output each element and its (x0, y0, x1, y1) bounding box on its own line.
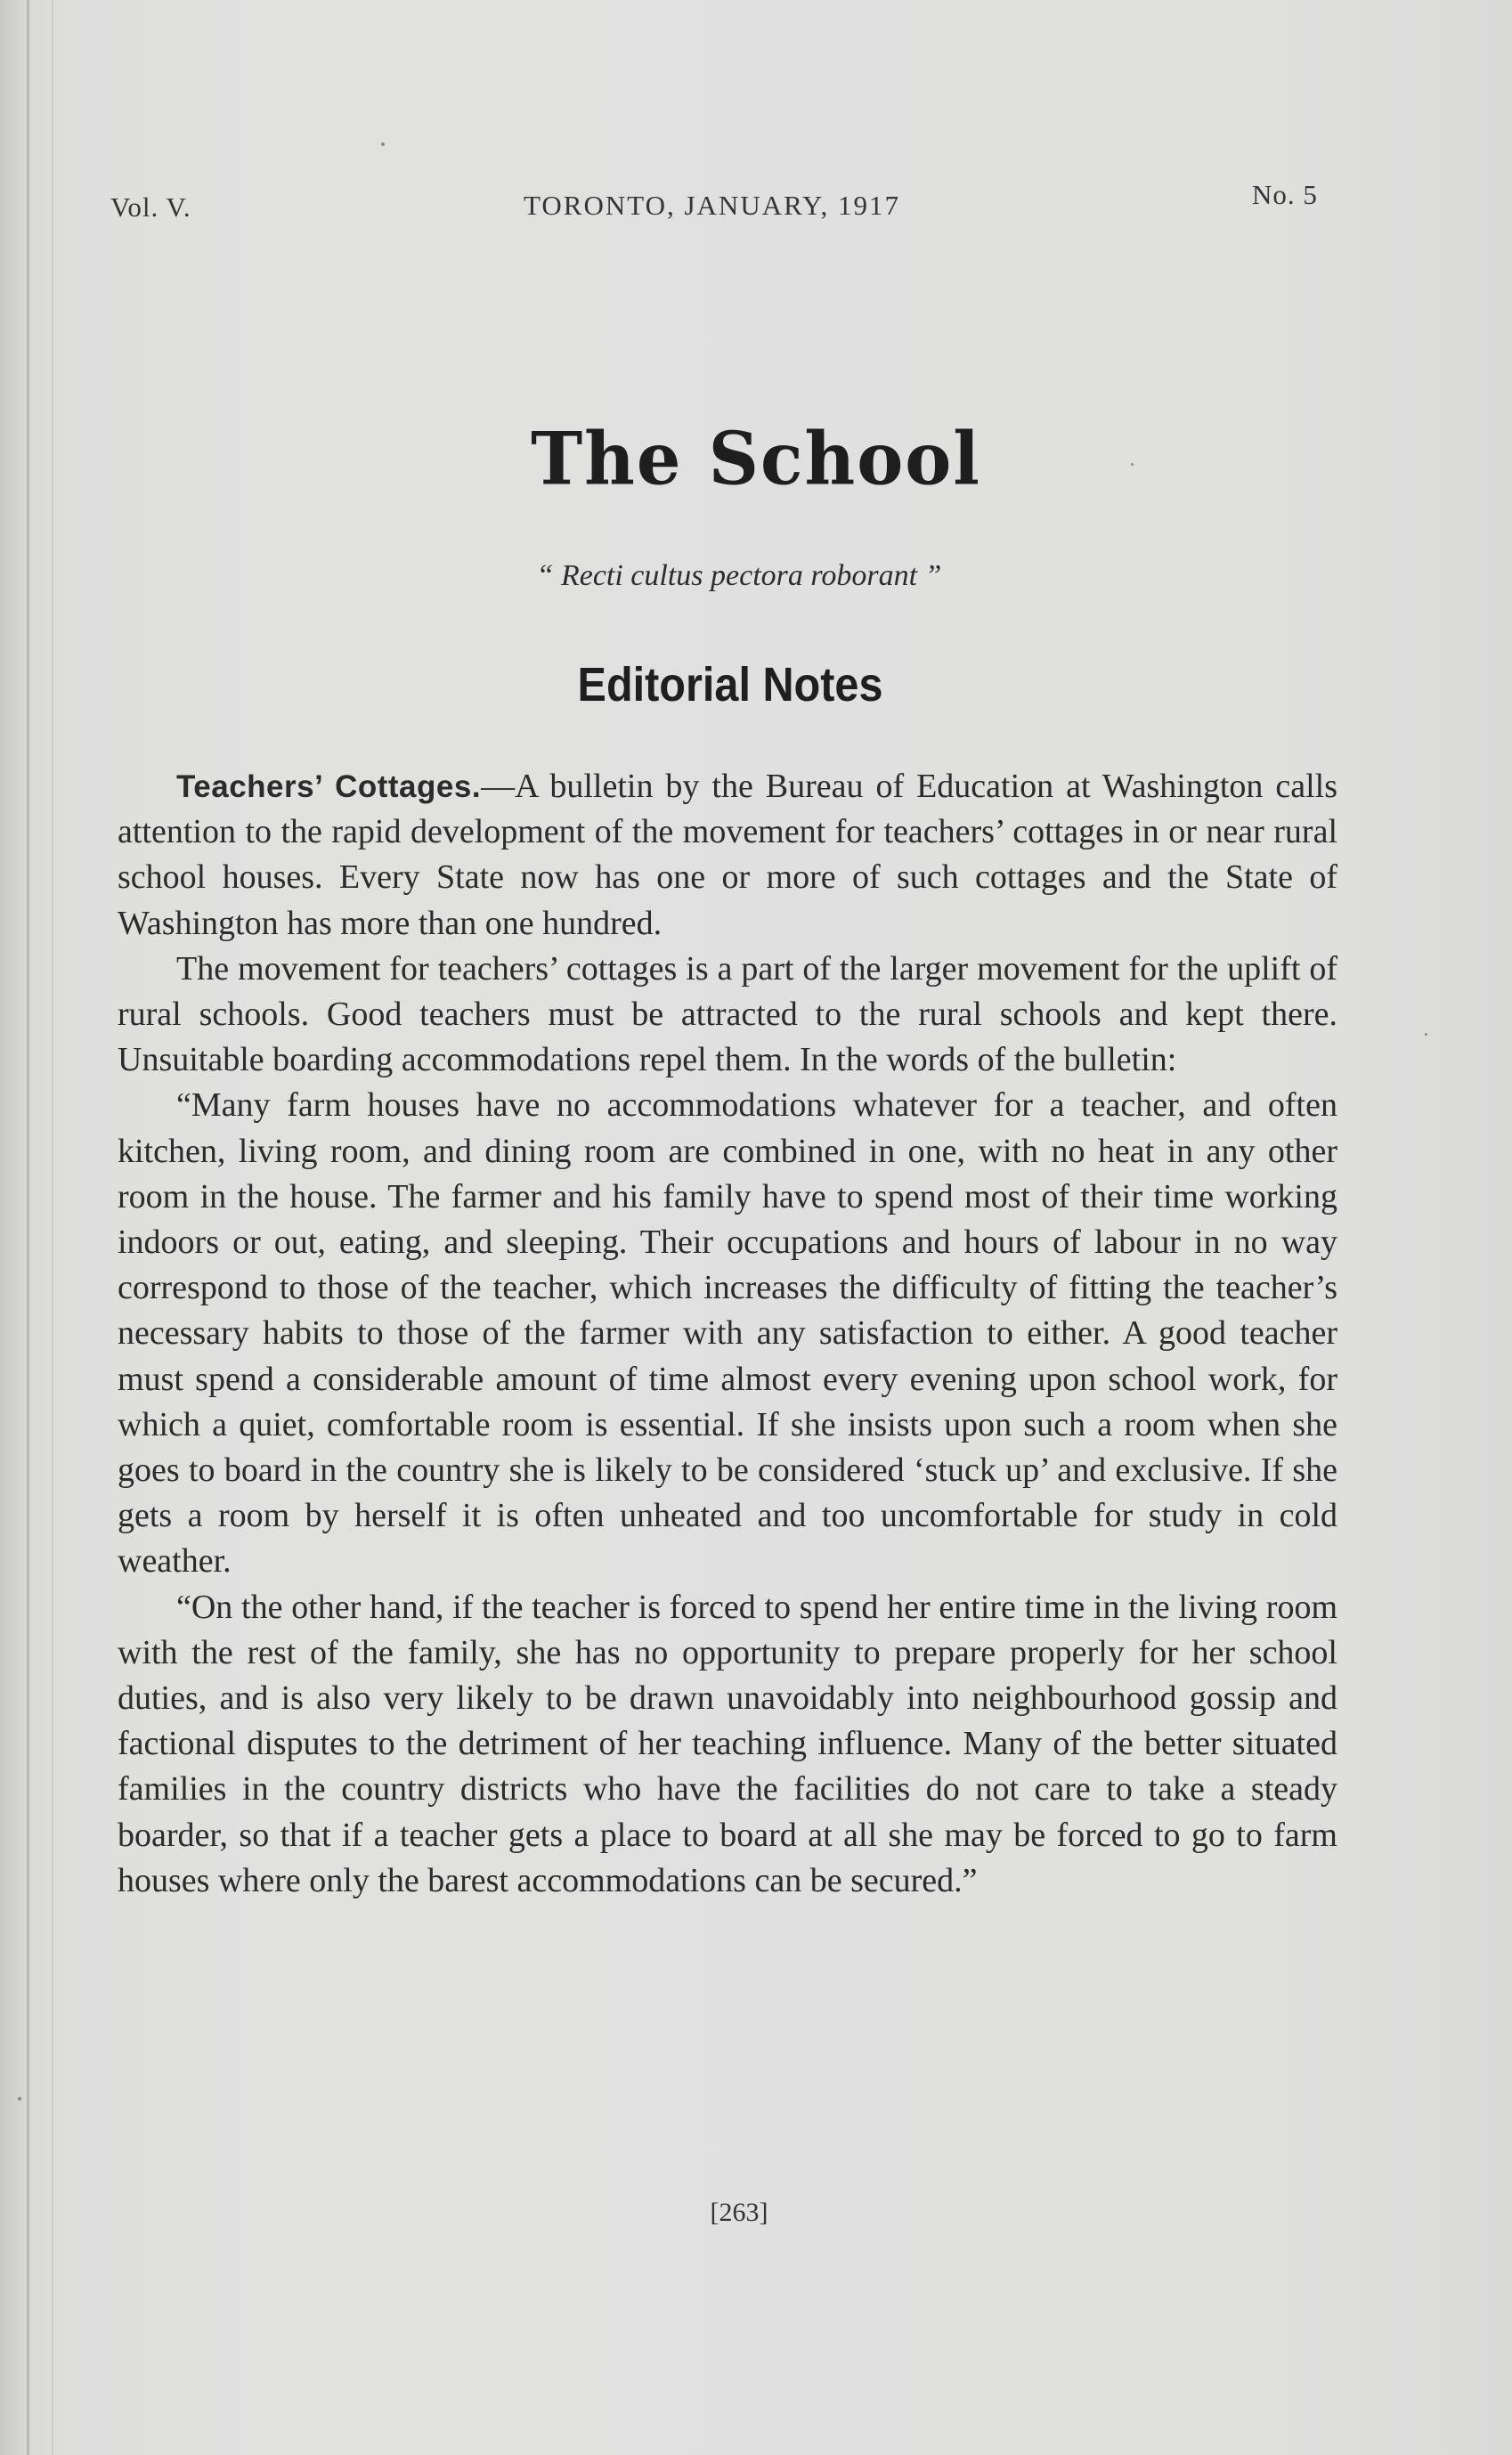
dateline: TORONTO, JANUARY, 1917 (524, 190, 900, 221)
paragraph-3: “Many farm houses have no accommodations whatever for a teacher, and often kitchen, living room, and dining room are combined in one, with no heat in any other room in the house. The farmer and his family have to spend most of their time working indoors or out, eating, and sleeping. Their occupations and hours of labour in no way correspond to those of the teacher, which increases the difficulty of fitting the teacher’s necessary habits to those of the farmer with any satisfaction to either. A good teacher must spend a considerable amount of time almost every evening upon school work, for which a quiet, comfortable room is essential. If she insists upon such a room when she goes to board in the country she is likely to be considered ‘stuck up’ and exclusive. If she gets a room by herself it is often unheated and too uncomfortable for study in cold weather. (118, 1086, 1337, 1581)
paper-speck (381, 142, 385, 146)
section-heading: Editorial Notes (577, 658, 883, 711)
binding-crease (52, 0, 53, 2455)
paragraph-2: The movement for teachers’ cottages is a part of the larger movement for the uplift of rural schools. Good teachers must be attracted to the rural schools and kept there. Unsuitable boarding accommodations repel them. In the words of the bulletin: (118, 949, 1337, 1079)
paper-speck (18, 2097, 21, 2101)
binding-edge (27, 0, 29, 2455)
paper-speck (1425, 1033, 1427, 1036)
masthead-title: The School (531, 416, 981, 502)
masthead-motto: “ Recti cultus pectora roborant ” (536, 559, 942, 592)
runin-title: Teachers’ Cottages. (176, 769, 482, 804)
paragraph-4: “On the other hand, if the teacher is forced to spend her entire time in the living room with the rest of the family, she has no opportunity to prepare properly for her school duties, and is also very likely to be drawn unavoidably into neighbourhood gossip and factional disputes to the detriment of her teaching influence. Many of the better situated families in the country districts who have the facilities do not care to take a steady boarder, so that if a teacher gets a place to board at all she may be forced to go to farm houses where only the barest accommodations can be secured.” (118, 1588, 1337, 1899)
article-body (118, 764, 1337, 1904)
paragraph-1 (118, 764, 1337, 947)
paper-speck (1131, 463, 1134, 466)
page-number: [263] (710, 2198, 768, 2227)
paragraph-1-text: —A bulletin by the Bureau of Education at Washington calls attention to the rapid development of the movement for teachers’ cottages in or near rural school houses. Every State now has one or more of such cottages and the State of Washington has more than one hundred. (118, 768, 1338, 942)
volume-label: Vol. V. (110, 191, 191, 223)
issue-number: No. 5 (1252, 179, 1318, 210)
running-head (107, 179, 1336, 227)
